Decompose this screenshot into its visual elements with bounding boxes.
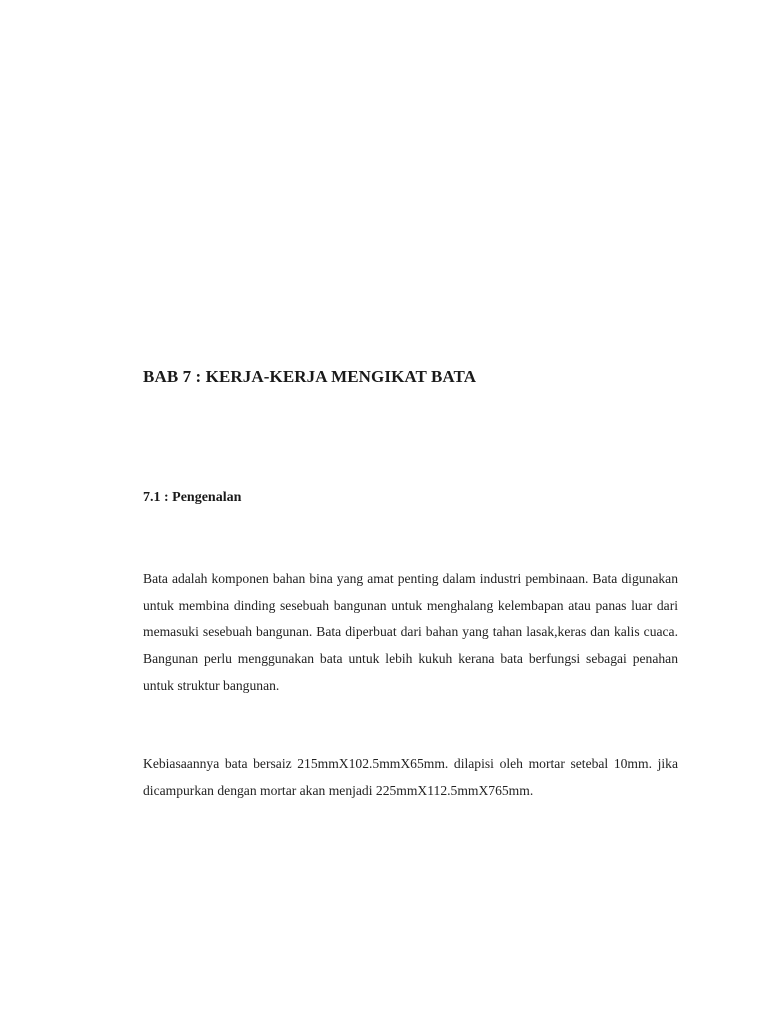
- body-paragraph-intro: Bata adalah komponen bahan bina yang amat penting dalam industri pembinaan. Bata digunakan untuk membina dinding sesebuah bangunan untuk menghalang kelembapan atau panas luar dari memasuki sesebuah bangunan. Bata diperbuat dari bahan yang tahan lasak,keras dan kalis cuaca. Bangunan perlu menggunakan bata untuk lebih kukuh kerana bata berfungsi sebagai penahan untuk struktur bangunan.: [143, 571, 678, 693]
- chapter-title: BAB 7 : KERJA-KERJA MENGIKAT BATA: [143, 367, 477, 386]
- section-heading: 7.1 : Pengenalan: [143, 490, 242, 505]
- body-paragraph-brick-size: Kebiasaannya bata bersaiz 215mmX102.5mmX65mm. dilapisi oleh mortar setebal 10mm. jika dicampurkan dengan mortar akan menjadi 225mmX112.5mmX765mm.: [143, 756, 678, 798]
